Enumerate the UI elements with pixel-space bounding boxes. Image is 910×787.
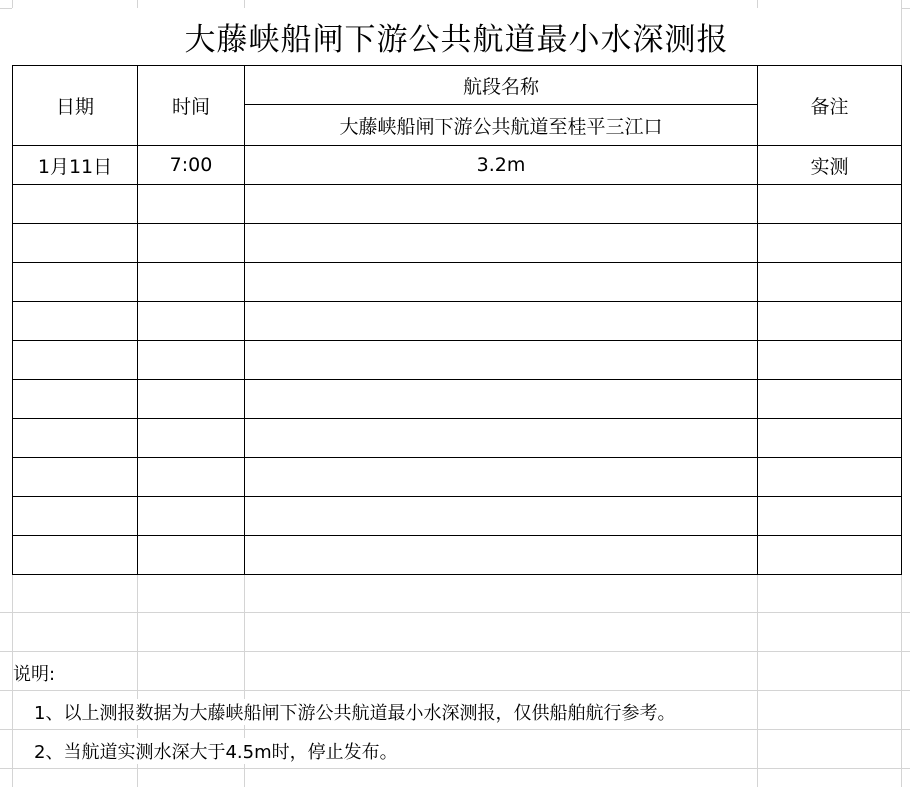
cell-time[interactable]: [138, 497, 245, 536]
cell-depth[interactable]: [245, 341, 758, 380]
grid-line: [0, 690, 910, 691]
cell-note[interactable]: [758, 263, 902, 302]
cell-note[interactable]: [758, 341, 902, 380]
cell-time[interactable]: [138, 341, 245, 380]
header-segment-group[interactable]: 航段名称: [245, 66, 758, 105]
table-row: [13, 146, 902, 185]
header-date[interactable]: 日期: [13, 66, 138, 146]
cell-note[interactable]: 实测: [758, 146, 902, 185]
grid-line: [0, 651, 910, 652]
cell-depth[interactable]: [245, 536, 758, 575]
cell-date[interactable]: [13, 341, 138, 380]
cell-date[interactable]: [13, 224, 138, 263]
cell-time[interactable]: [138, 419, 245, 458]
cell-note[interactable]: [758, 536, 902, 575]
grid-line: [0, 729, 910, 730]
cell-depth[interactable]: [245, 263, 758, 302]
cell-time[interactable]: [138, 380, 245, 419]
cell-date[interactable]: [13, 458, 138, 497]
header-segment-name[interactable]: 大藤峡船闸下游公共航道至桂平三江口: [245, 105, 758, 146]
cell-time[interactable]: [138, 263, 245, 302]
cell-time[interactable]: [138, 224, 245, 263]
table-row: [13, 224, 902, 263]
cell-depth[interactable]: [245, 185, 758, 224]
cell-time[interactable]: 7:00: [138, 146, 245, 185]
table-row: [13, 419, 902, 458]
grid-line: [0, 612, 910, 613]
cell-date[interactable]: [13, 419, 138, 458]
cell-time[interactable]: [138, 536, 245, 575]
cell-date[interactable]: 1月11日: [13, 146, 138, 185]
note-item: 1、以上测报数据为大藤峡船闸下游公共航道最小水深测报，仅供船舶航行参考。: [34, 699, 675, 725]
table-row: [13, 458, 902, 497]
cell-time[interactable]: [138, 185, 245, 224]
table-row: [13, 536, 902, 575]
cell-time[interactable]: [138, 458, 245, 497]
cell-note[interactable]: [758, 224, 902, 263]
cell-depth[interactable]: [245, 380, 758, 419]
notes-heading: 说明:: [13, 660, 55, 686]
cell-note[interactable]: [758, 458, 902, 497]
table-row: [13, 341, 902, 380]
table-row: [13, 497, 902, 536]
cell-time[interactable]: [138, 302, 245, 341]
cell-date[interactable]: [13, 302, 138, 341]
cell-date[interactable]: [13, 263, 138, 302]
cell-depth[interactable]: 3.2m: [245, 146, 758, 185]
cell-date[interactable]: [13, 536, 138, 575]
cell-depth[interactable]: [245, 224, 758, 263]
cell-note[interactable]: [758, 497, 902, 536]
cell-note[interactable]: [758, 302, 902, 341]
cell-note[interactable]: [758, 419, 902, 458]
table-row: [13, 380, 902, 419]
cell-depth[interactable]: [245, 458, 758, 497]
header-time[interactable]: 时间: [138, 66, 245, 146]
cell-date[interactable]: [13, 380, 138, 419]
table-row: [13, 263, 902, 302]
table-row: [13, 185, 902, 224]
note-item: 2、当航道实测水深大于4.5m时，停止发布。: [34, 738, 398, 764]
depth-report-table: [12, 65, 902, 575]
cell-date[interactable]: [13, 497, 138, 536]
cell-depth[interactable]: [245, 497, 758, 536]
cell-depth[interactable]: [245, 419, 758, 458]
report-title: 大藤峡船闸下游公共航道最小水深测报: [12, 8, 901, 65]
grid-line: [0, 768, 910, 769]
cell-date[interactable]: [13, 185, 138, 224]
header-note[interactable]: 备注: [758, 66, 902, 146]
table-row: [13, 302, 902, 341]
cell-note[interactable]: [758, 185, 902, 224]
cell-depth[interactable]: [245, 302, 758, 341]
cell-note[interactable]: [758, 380, 902, 419]
